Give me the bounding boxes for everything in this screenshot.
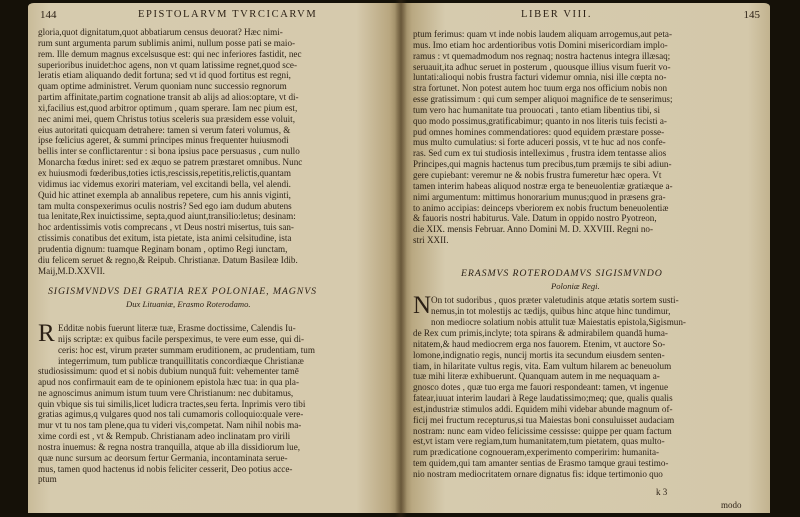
text-line: eius autoritati quicquam detrahere: tamen si verum fateri volumus, &	[38, 124, 291, 135]
text-line: ipse fœlicius ageret, & summi principes minus frequenter huiusmodi	[38, 135, 289, 146]
text-line: tiam, in hilaritate vultus regis, vita. Eam vultum hilarem ac beneuolum	[413, 360, 672, 371]
left-page-number: 144	[40, 9, 57, 21]
text-line: ceris: hoc est, virum præter summam eruditionem, ac prudentiam, tum	[58, 344, 315, 355]
right-letter-subheading: Poloniæ Regi.	[551, 281, 600, 291]
text-line: quam optime administret. Verum quoniam nunc successio regnorum	[38, 81, 287, 92]
text-line: ptum	[38, 474, 57, 485]
text-line: pud omnes homines commendatiores: quod equidem præstare posse-	[413, 126, 665, 137]
text-line: est,vt istam vere regiam,tum humanitatem,tum pietatem, quas multo-	[413, 436, 665, 447]
text-line: leratis etiam aliquando dedit fortuna; sed vt id quod fortitus est regni,	[38, 70, 291, 81]
text-line: ne agnoscimus animum istum tuum vere Christianum: nec dubitamus,	[38, 387, 294, 398]
text-line: Principes,qui magnis hactenus tum precibus,tum præmijs te sibi adiun-	[413, 159, 672, 170]
right-letter-heading: ERASMVS ROTERODAMVS SIGISMVNDO	[461, 268, 663, 279]
left-letter-opening	[58, 323, 401, 366]
text-line: integerrimum, tum publicæ tranquillitatis concordiæque Christianæ	[58, 355, 304, 366]
text-line: nostram: nunc eam video felicissime cessisse: quippe per quam factum	[413, 425, 672, 436]
text-line: nio nostram mediocritatem ornare dignatus fis: idque tertimonio quo	[413, 468, 663, 479]
left-dropcap: R	[38, 320, 55, 347]
text-line: gnosco dotes , quæ tuo erga me fauori respondeant: tamen, vt ingenue	[413, 382, 669, 393]
right-body-top	[413, 29, 770, 246]
text-line: rum prædicatione cognoueram,experimento comperirim: humanita-	[413, 447, 660, 458]
text-line: stri XXII.	[413, 235, 449, 246]
left-letter-heading: SIGISMVNDVS DEI GRATIA REX POLONIAE, MAGNVS	[48, 286, 317, 297]
text-line: ramus : vt quemadmodum nos regnaq; nostra hactenus integra illæsaq;	[413, 50, 671, 61]
text-line: tamen interim habeas aliquod nostræ erga te beneuolentiæ gratiæque a-	[413, 180, 673, 191]
text-line: partim affinitate,partim cognatione transit ab alijs ad alios:optare, vt di-	[38, 92, 299, 103]
text-line: mur vt tu nos tam plene,qua tu videri vis,competat. Nam nihil nobis ma-	[38, 420, 302, 431]
right-header	[411, 9, 760, 25]
text-line: est,industriæ stimulos addi. Equidem mihi videbar abunde magnum of-	[413, 403, 673, 414]
book-gutter	[395, 0, 407, 517]
right-page-number: 145	[743, 9, 760, 21]
right-dropcap: N	[413, 292, 432, 319]
text-line: quæ nunc sursum ac deorsum fertur Germania, incontaminata serue-	[38, 452, 288, 463]
text-line: mus, tamen quod hactenus id nobis feliciter cesserit, Deo potius acce-	[38, 463, 293, 474]
text-line: stra fortunet. Non potest autem hoc tuum erga nos officium nobis non	[413, 83, 668, 94]
text-line: fatear,iuuat interim laudari à Rege laudatissimo;meq; que, qualis qualis	[413, 393, 673, 404]
text-line: non mediocre solatium nobis attulit tuæ Maiestatis epistola,Sigismun-	[431, 316, 686, 327]
text-line: tum vero hac humanitate tua prouocati , tanto etiam libentius tibi, si	[413, 104, 661, 115]
right-page	[401, 3, 770, 513]
text-line: nimi argumentum: mittimus honorarium munus;quod in præsens gra-	[413, 191, 666, 202]
text-line: de Rex cum primis,inclyte; tota spirans & admirabilem quandā huma-	[413, 328, 668, 338]
text-line: nemus,in tot molestijs ac tædijs, quibus hinc atque hinc tundimur,	[431, 305, 671, 316]
text-line: die XIX. mensis Februar. Anno Domini M. D. XXVIII. Regni no-	[413, 224, 654, 235]
text-line: mus multo cumulatius: si forte aduceri possis, vt te huc ad nos confe-	[413, 137, 666, 148]
text-line: ctissimis conatibus det exitum, ista pietate, ista animi celsitudine, ista	[38, 233, 292, 244]
text-line: rem. Ille demum magnus excelsusque est: qui nec inferiores fastidit, nec	[38, 48, 302, 59]
text-line: esse gratissimum : qui cum semper aliquoi magnifice de te senserimus;	[413, 94, 673, 105]
text-line: gratias agimus,q vulgares quod nos tali cumamoris colloquio:quale vere-	[38, 409, 304, 420]
right-letter-body	[413, 328, 770, 480]
text-line: Edditæ nobis fuerunt literæ tuæ, Erasme doctissime, Calendis Iu-	[58, 323, 296, 333]
text-line: tua lenitate,Rex inuictissime, septa,quod aiunt,transilio:letus; desinam:	[38, 211, 296, 222]
left-running-title: EPISTOLARVM TVRCICARVM	[138, 9, 318, 20]
text-line: luntati:alioqui nobis frustra facturi videmur omnia, nisi ille cœpta no-	[413, 72, 667, 83]
left-body-top	[38, 27, 401, 276]
text-line: diu felicem seruet & regno,& Reipub. Christianæ. Datum Basileæ Idib.	[38, 254, 298, 265]
text-line: superioribus inuidet:hoc agens, non vt quam latissime regnet,quod sce-	[38, 59, 297, 70]
text-line: ficij mei fructum recepturus,si tua Maiestas boni consuluisset audaciam	[413, 414, 675, 425]
catchword: modo	[721, 500, 742, 510]
left-page	[28, 3, 401, 513]
text-line: prudentia dignum: tuamque Reginam bonam , optimo Regi iunctam,	[38, 243, 288, 254]
text-line: quo modo possimus,gratificabimur; quanto in nos literis tuis fecisti a-	[413, 115, 667, 126]
text-line: tuæ mihi literæ exhibuerunt. Quanquam autem in me nequaquam a-	[413, 371, 660, 382]
text-line: apud nos confirmauit eam de te opinionem epistola hæc tua: in qua pla-	[38, 376, 300, 387]
text-line: seruauit,ita adhuc seruet in posterum , quousque illius visum fuerit vo-	[413, 61, 671, 72]
text-line: Quid hic attinet exempla ab annalibus repetere, cum his annis viginti,	[38, 189, 291, 200]
text-line: Maij,M.D.XXVII.	[38, 265, 105, 276]
text-line: studiosissimum: quod et si nobis dubium nunquā fuit: vehementer tamē	[38, 366, 299, 376]
text-line: tem quidem,qui tam amanter sentias de Erasmo tamque graui testimo-	[413, 458, 669, 469]
text-line: bellis inter se conflictarentur : si bona ipsius pace persuasus , cum nullo	[38, 146, 300, 157]
text-line: & fauoris nostri habiturus. Vale. Datum in oppido nostro Pyotreon,	[413, 213, 657, 224]
text-line: xime cordi est , vt & Rempub. Christianam adeo inclinatam pro virili	[38, 431, 291, 442]
left-header	[38, 9, 391, 25]
right-running-title: LIBER VIII.	[521, 9, 593, 20]
text-line: rum sunt argumenta parum sublimis animi, nullum posse pati se maio-	[38, 37, 296, 48]
text-line: vidimus iac videmus exoriri materiam, vel excitandi bella, vel alendi.	[38, 178, 291, 189]
left-letter-body	[38, 366, 401, 485]
signature-mark: k 3	[656, 487, 668, 497]
right-letter-opening	[431, 295, 770, 328]
text-line: mus. Imo etiam hoc ardentioribus votis Domini misericordiam implo-	[413, 39, 668, 50]
text-line: hoc ardentissimis votis comprecans , vt Deus nostri misertus, tuis san-	[38, 222, 294, 233]
text-line: nec animi mei, quem Christus totius sceleris sua præsidem esse voluit,	[38, 113, 295, 124]
text-line: nitatem,& haud mediocrem erga nos fauorem. Etenim, vt auctore So-	[413, 338, 666, 349]
text-line: xi,facilius est,quod arbitror optimum , quam sperare. Iam nec pium est,	[38, 102, 298, 113]
text-line: nijs scriptæ: ex quibus facile perspeximus, te vere eum esse, qui di-	[58, 333, 305, 344]
text-line: lomone,indignatio regis, nuncij mortis ita secundum eiusdem senten-	[413, 349, 665, 360]
text-line: Monarcha fœdus iniret: sed ex æquo se patrem præstaret omnibus. Nunc	[38, 157, 303, 168]
text-line: tam multa conspexerimus oculis nostris? Sed ego iam dudum abutens	[38, 200, 292, 211]
text-line: ptum ferimus: quam vt inde nobis laudem aliquam arrogemus,aut peta-	[413, 29, 672, 39]
text-line: On tot sudoribus , quos præter valetudinis atque ætatis sortem susti-	[431, 295, 679, 305]
text-line: nostra inuemus: & regna nostra tranquilla, atque ab illa dissidiorum lue,	[38, 441, 301, 452]
left-letter-subheading: Dux Lituaniæ, Erasmo Roterodamo.	[126, 299, 251, 309]
text-line: to animo accipias: deinceps vberiorem ex nobis fructum beneuolentiæ	[413, 202, 669, 213]
text-line: gloria,quot dignitatum,quot abbatiarum census deuorat? Hæc nimi-	[38, 27, 283, 37]
text-line: quin vbique sis tui similis,licet ludicra tractes,seu ferta. Inprimis vero tibi	[38, 398, 306, 409]
text-line: ras. Sed cum ex tui studiosis intelleximus , frustra idem tentasse alios	[413, 148, 667, 159]
text-line: gere cupiebant: veremur ne & nobis frustra fumeretur hæc opera. Vt	[413, 169, 662, 180]
text-line: ex huiusmodi fœderibus,toties ictis,rescissis,repetitis,relictis,quantam	[38, 167, 291, 178]
